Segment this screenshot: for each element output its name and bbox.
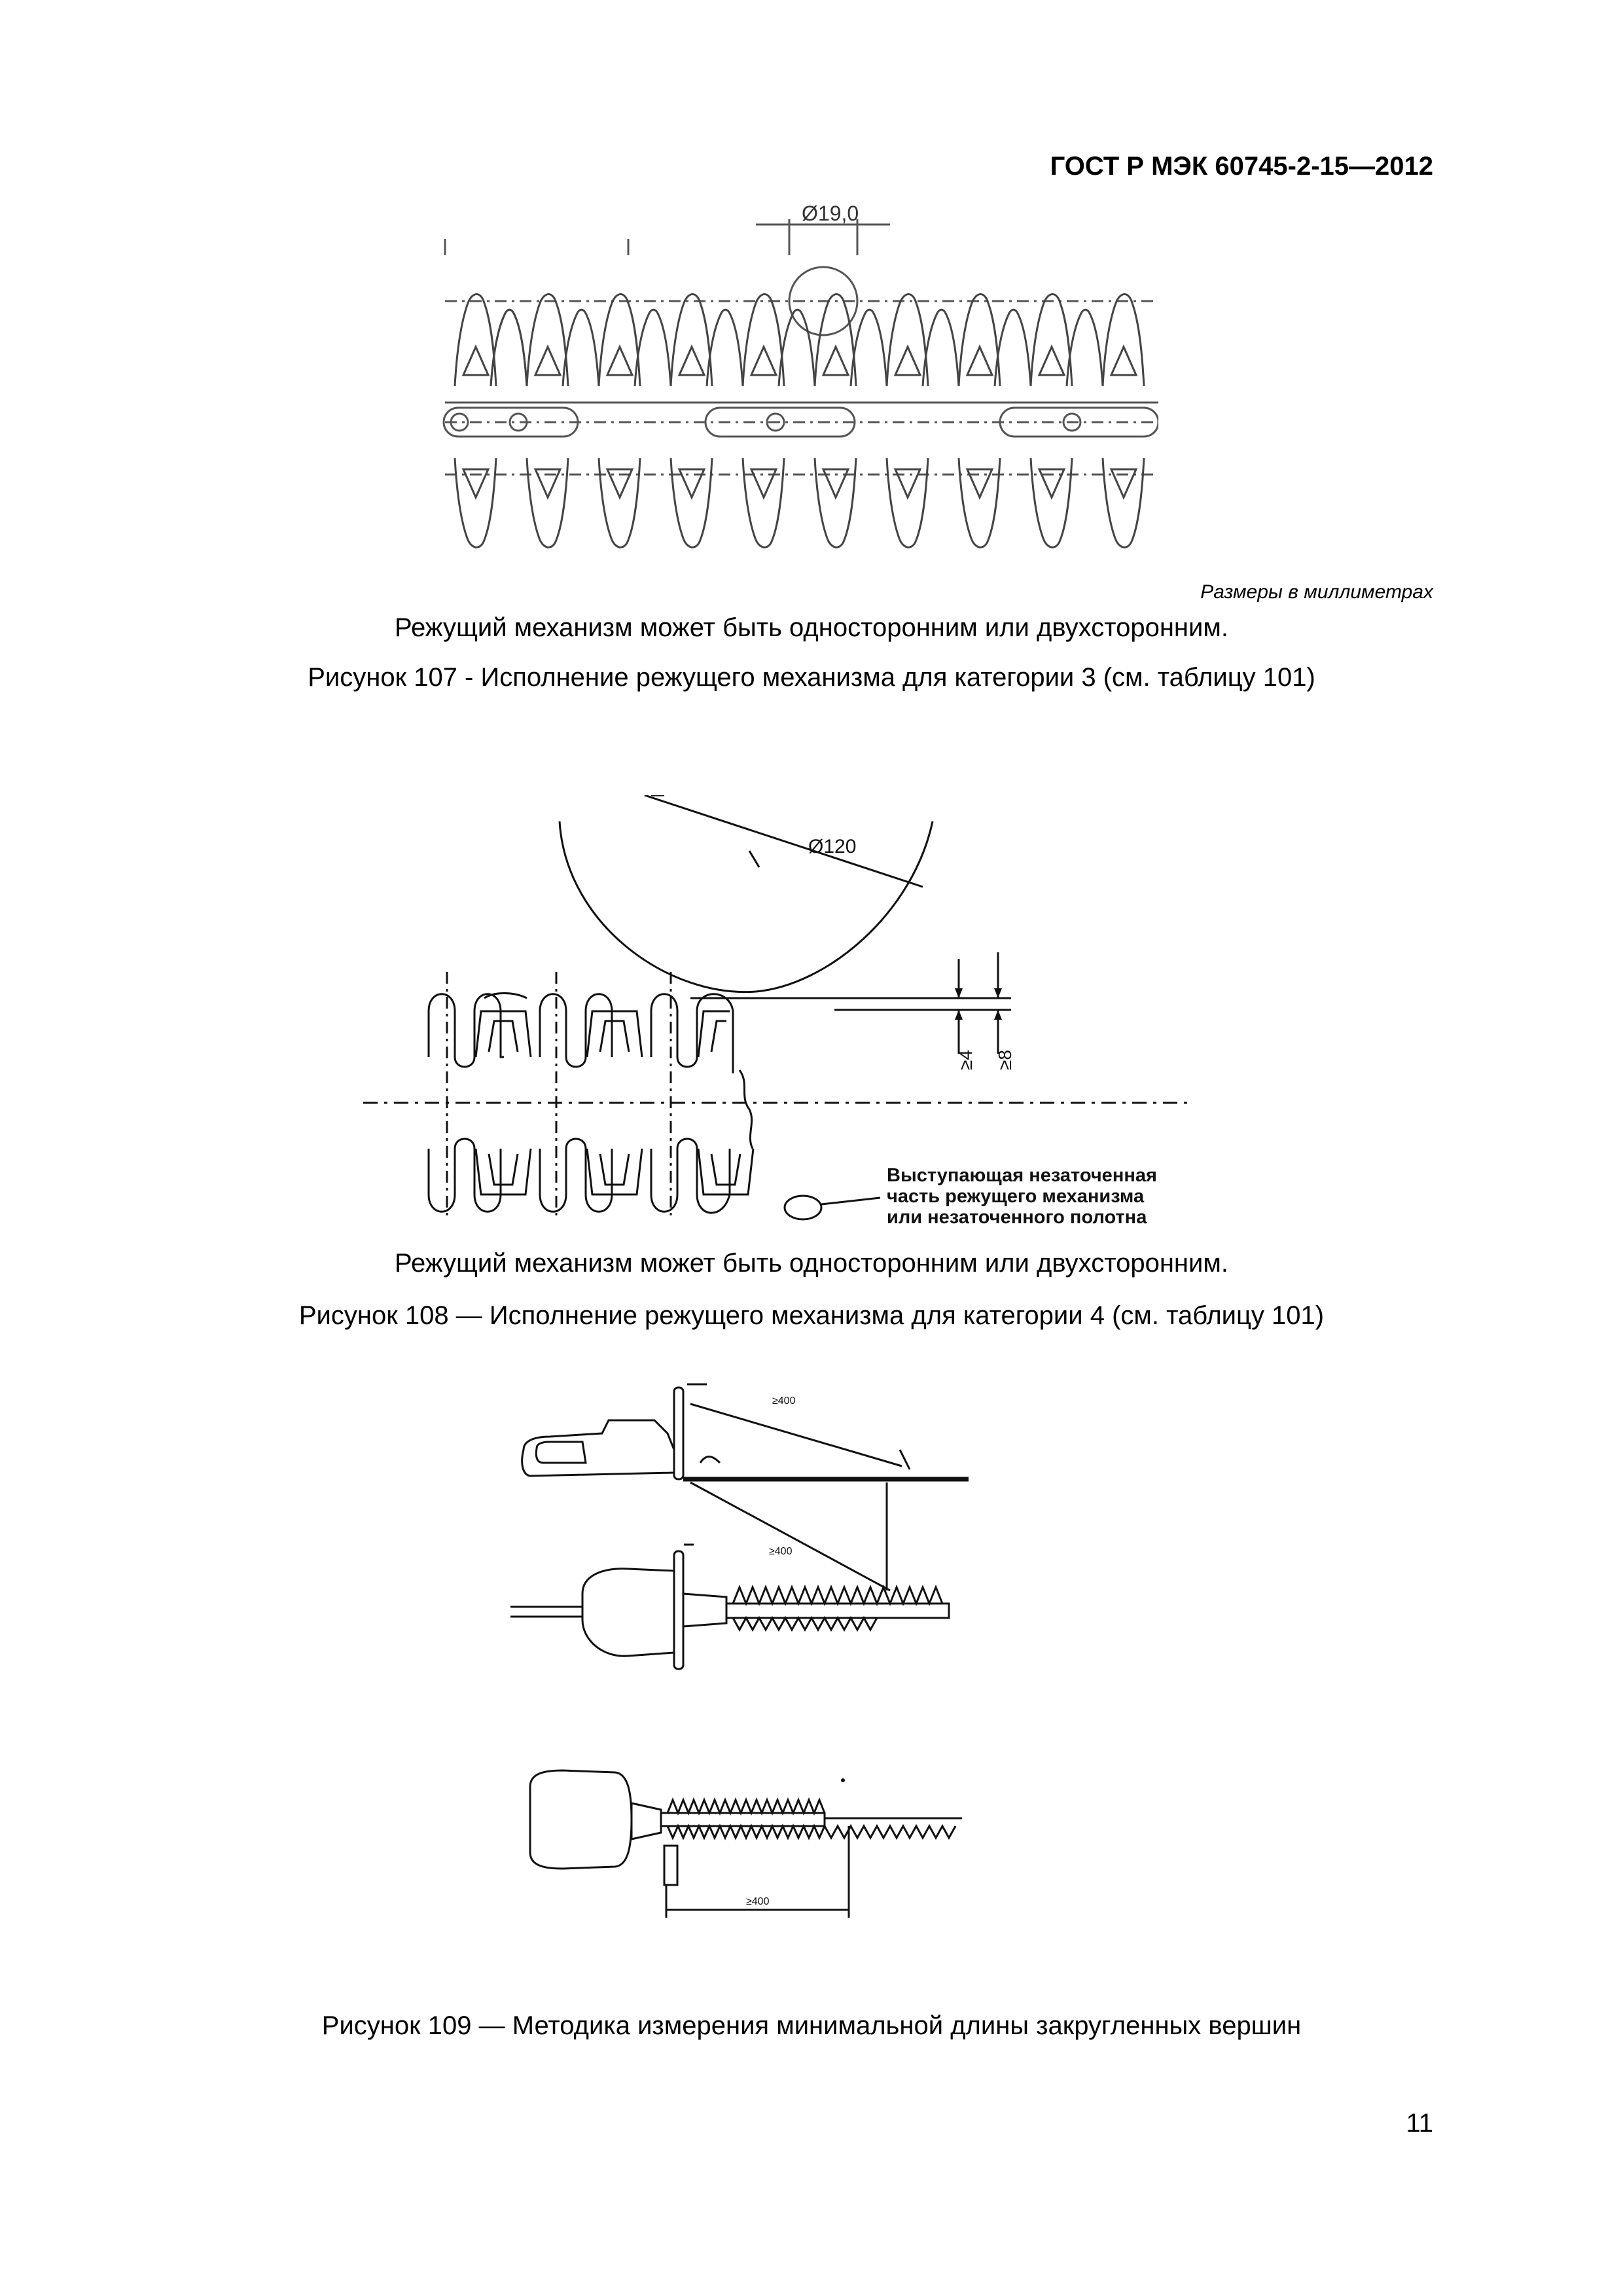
dim-ge4-label: ≥4: [955, 1050, 976, 1070]
figure-108-caption: Рисунок 108 — Исполнение режущего механизма для категории 4 (см. таблицу 101): [298, 1301, 1325, 1330]
figure-109-caption: Рисунок 109 — Методика измерения минимальной длины закругленных вершин: [321, 2011, 1302, 2040]
figure-107-caption: Рисунок 107 - Исполнение режущего механизма для категории 3 (см. таблицу 101): [308, 663, 1315, 692]
figure-109-lower-drawing: [517, 1761, 975, 1931]
figure-107-drawing: [399, 200, 1158, 553]
figure-109-upper-drawing: [510, 1365, 982, 1705]
dim-b-label: ≥400: [769, 1546, 793, 1557]
dim-c-label: ≥400: [746, 1896, 770, 1907]
dim-a-label: ≥400: [772, 1395, 796, 1407]
diameter-120-label: Ø120: [808, 836, 857, 857]
dim-ge8-label: ≥8: [995, 1050, 1015, 1070]
callout-line-1: Выступающая незаточенная: [887, 1165, 1157, 1186]
callout-line-2: часть режущего механизма: [887, 1186, 1145, 1207]
figure-108-note: Режущий механизм может быть односторонним или двухсторонним.: [395, 1249, 1228, 1278]
page-number: 11: [1406, 2109, 1433, 2138]
figure-107-note: Режущий механизм может быть односторонним или двухсторонним.: [395, 613, 1228, 642]
callout-line-3: или незаточенного полотна: [887, 1207, 1147, 1228]
diameter-label: Ø19,0: [802, 202, 859, 225]
document-header: ГОСТ Р МЭК 60745-2-15—2012: [1050, 152, 1433, 181]
dimensions-note: Размеры в миллиметрах: [1200, 581, 1433, 603]
figure-108-drawing: [363, 795, 1191, 1244]
